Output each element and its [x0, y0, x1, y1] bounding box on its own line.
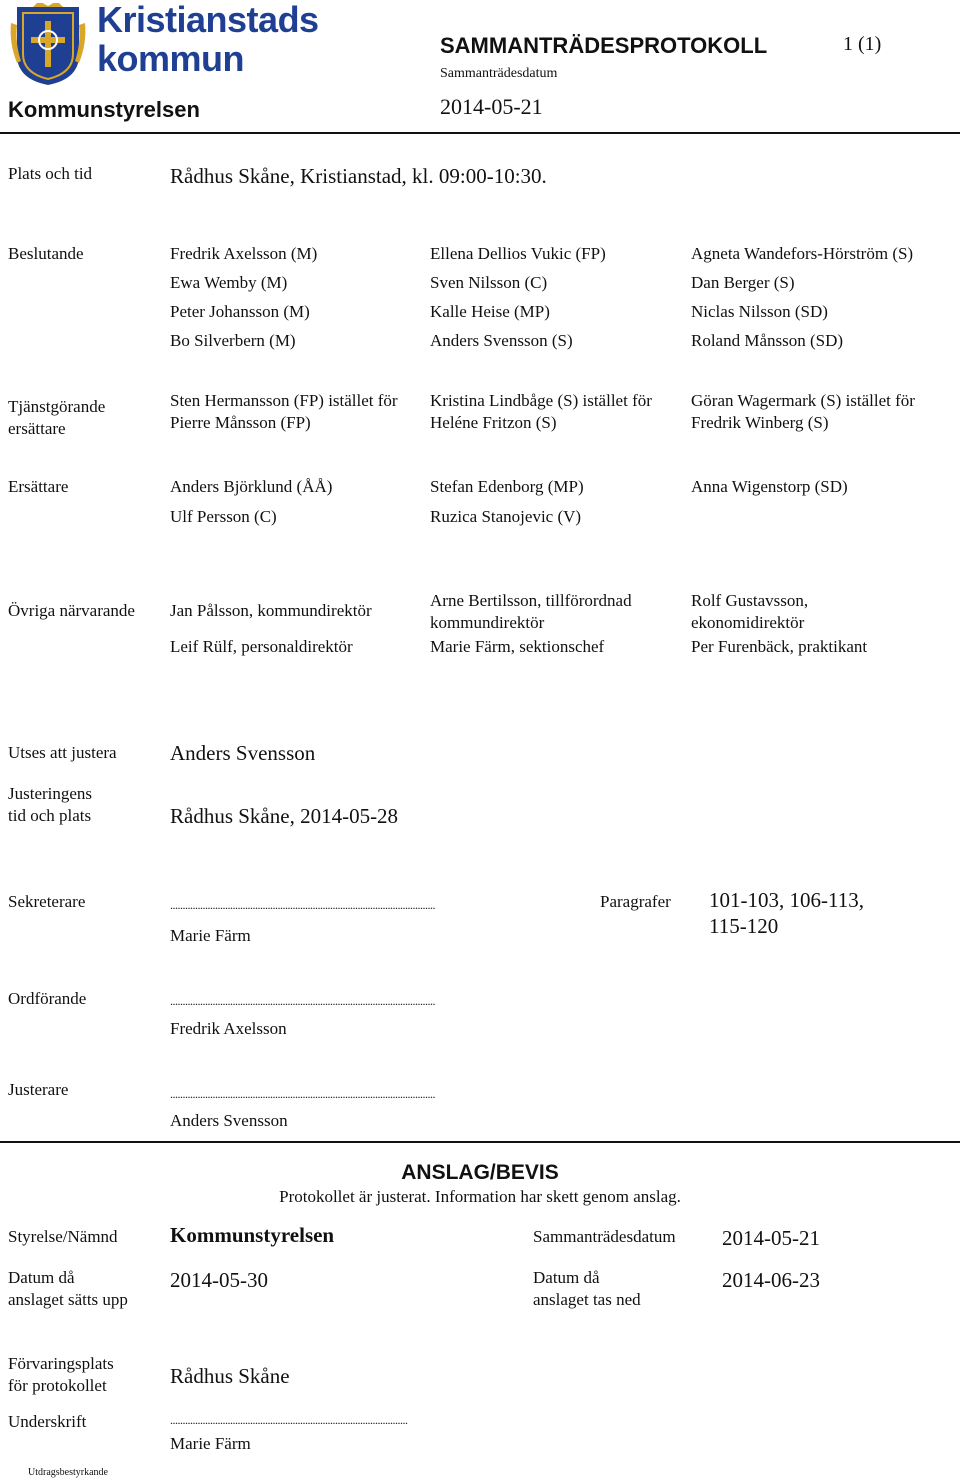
ovriga-label: Övriga närvarande: [8, 601, 135, 620]
attendee-entry: Per Furenbäck, praktikant: [691, 637, 868, 656]
styrelse-label: Styrelse/Nämnd: [8, 1227, 118, 1246]
substitute-entry: Kristina Lindbåge (S) istället för Heléne Fritzon (S): [430, 391, 652, 432]
styrelse-value: Kommunstyrelsen: [170, 1223, 335, 1247]
attendee-entry: Arne Bertilsson, tillförordnad kommundirektör: [430, 591, 632, 632]
forvaring-label-line2: för protokollet: [8, 1376, 107, 1395]
kristianstad-logo: [9, 0, 319, 85]
nedtaget-value: 2014-06-23: [722, 1268, 820, 1292]
attendee-entry: Leif Rülf, personaldirektör: [170, 637, 353, 656]
deputy-name: Anna Wigenstorp (SD): [691, 477, 848, 496]
member-name: Agneta Wandefors-Hörström (S): [691, 244, 914, 263]
underskrift-name: Marie Färm: [170, 1434, 251, 1453]
place-time-value: Rådhus Skåne, Kristianstad, kl. 09:00-10:30.: [170, 164, 547, 188]
deputy-name: Ruzica Stanojevic (V): [430, 507, 582, 526]
anslag-subtitle: Protokollet är justerat. Information har skett genom anslag.: [279, 1187, 681, 1206]
tjanstgorande-label-line1: Tjänstgörande: [8, 397, 106, 416]
footer-label: Utdragsbestyrkande: [28, 1467, 108, 1478]
member-name: Ewa Wemby (M): [170, 273, 288, 292]
sekreterare-label: Sekreterare: [8, 892, 86, 911]
forvaring-label-line1: Förvaringsplats: [8, 1354, 114, 1373]
committee-name: Kommunstyrelsen: [8, 97, 200, 122]
page-number: 1 (1): [843, 33, 882, 55]
sammantradesdatum-value: 2014-05-21: [722, 1226, 820, 1250]
logo-text-line1: Kristianstads: [97, 0, 319, 40]
sammantradesdatum-label: Sammanträdesdatum: [533, 1227, 676, 1246]
member-name: Kalle Heise (MP): [430, 302, 550, 321]
anslag-title: ANSLAG/BEVIS: [401, 1161, 559, 1184]
forvaring-value: Rådhus Skåne: [170, 1364, 290, 1388]
underskrift-label: Underskrift: [8, 1412, 87, 1431]
justering-time-label-line1: Justeringens: [8, 784, 93, 803]
substitute-entry: Sten Hermansson (FP) istället för Pierre Månsson (FP): [170, 391, 398, 432]
member-name: Anders Svensson (S): [430, 331, 573, 350]
member-name: Fredrik Axelsson (M): [170, 244, 318, 263]
member-name: Niclas Nilsson (SD): [691, 302, 828, 321]
member-name: Sven Nilsson (C): [430, 273, 548, 292]
nedtaget-label-line2: anslaget tas ned: [533, 1290, 641, 1309]
member-name: Dan Berger (S): [691, 273, 795, 292]
deputy-name: Ulf Persson (C): [170, 507, 277, 526]
section-rule: [0, 1141, 960, 1143]
attendee-entry: Jan Pålsson, kommundirektör: [170, 601, 372, 620]
member-name: Roland Månsson (SD): [691, 331, 844, 350]
justerare-name: Anders Svensson: [170, 1111, 288, 1130]
member-name: Ellena Dellios Vukic (FP): [430, 244, 606, 263]
attendee-entry: Rolf Gustavsson, ekonomidirektör: [691, 591, 809, 632]
deputy-name: Stefan Edenborg (MP): [430, 477, 584, 496]
ersattare-label: Ersättare: [8, 477, 69, 496]
member-name: Peter Johansson (M): [170, 302, 310, 321]
tjanstgorande-label-line2: ersättare: [8, 419, 66, 438]
justera-value: Anders Svensson: [170, 741, 316, 765]
justering-time-value: Rådhus Skåne, 2014-05-28: [170, 804, 399, 828]
signature-line: ..........................................................................................................: [170, 1087, 435, 1101]
paragrafer-value-line2: 115-120: [709, 914, 779, 938]
nedtaget-label-line1: Datum då: [533, 1268, 600, 1287]
signature-line: ..........................................................................................................: [170, 898, 435, 912]
header-rule: [0, 132, 960, 134]
uppsatt-label-line2: anslaget sätts upp: [8, 1290, 128, 1309]
paragrafer-value-line1: 101-103, 106-113,: [709, 888, 864, 912]
beslutande-label: Beslutande: [8, 244, 84, 263]
place-time-label: Plats och tid: [8, 164, 93, 183]
uppsatt-value: 2014-05-30: [170, 1268, 268, 1292]
ordforande-label: Ordförande: [8, 989, 87, 1008]
meeting-date-label: Sammanträdesdatum: [440, 66, 558, 81]
signature-line: ...............................................................................................: [170, 1413, 408, 1427]
justerare-label: Justerare: [8, 1080, 69, 1099]
justera-label: Utses att justera: [8, 743, 117, 762]
member-name: Bo Silverbern (M): [170, 331, 296, 350]
logo-text-line2: kommun: [97, 38, 245, 79]
meeting-date: 2014-05-21: [440, 94, 543, 119]
justering-time-label-line2: tid och plats: [8, 806, 92, 825]
paragrafer-label: Paragrafer: [600, 892, 671, 911]
attendee-entry: Marie Färm, sektionschef: [430, 637, 605, 656]
deputy-name: Anders Björklund (ÅÅ): [170, 477, 333, 496]
ordforande-name: Fredrik Axelsson: [170, 1019, 287, 1038]
sekreterare-name: Marie Färm: [170, 926, 251, 945]
uppsatt-label-line1: Datum då: [8, 1268, 75, 1287]
signature-line: ..........................................................................................................: [170, 994, 435, 1008]
substitute-entry: Göran Wagermark (S) istället för Fredrik Winberg (S): [691, 391, 915, 432]
doc-type-title: SAMMANTRÄDESPROTOKOLL: [440, 33, 768, 58]
